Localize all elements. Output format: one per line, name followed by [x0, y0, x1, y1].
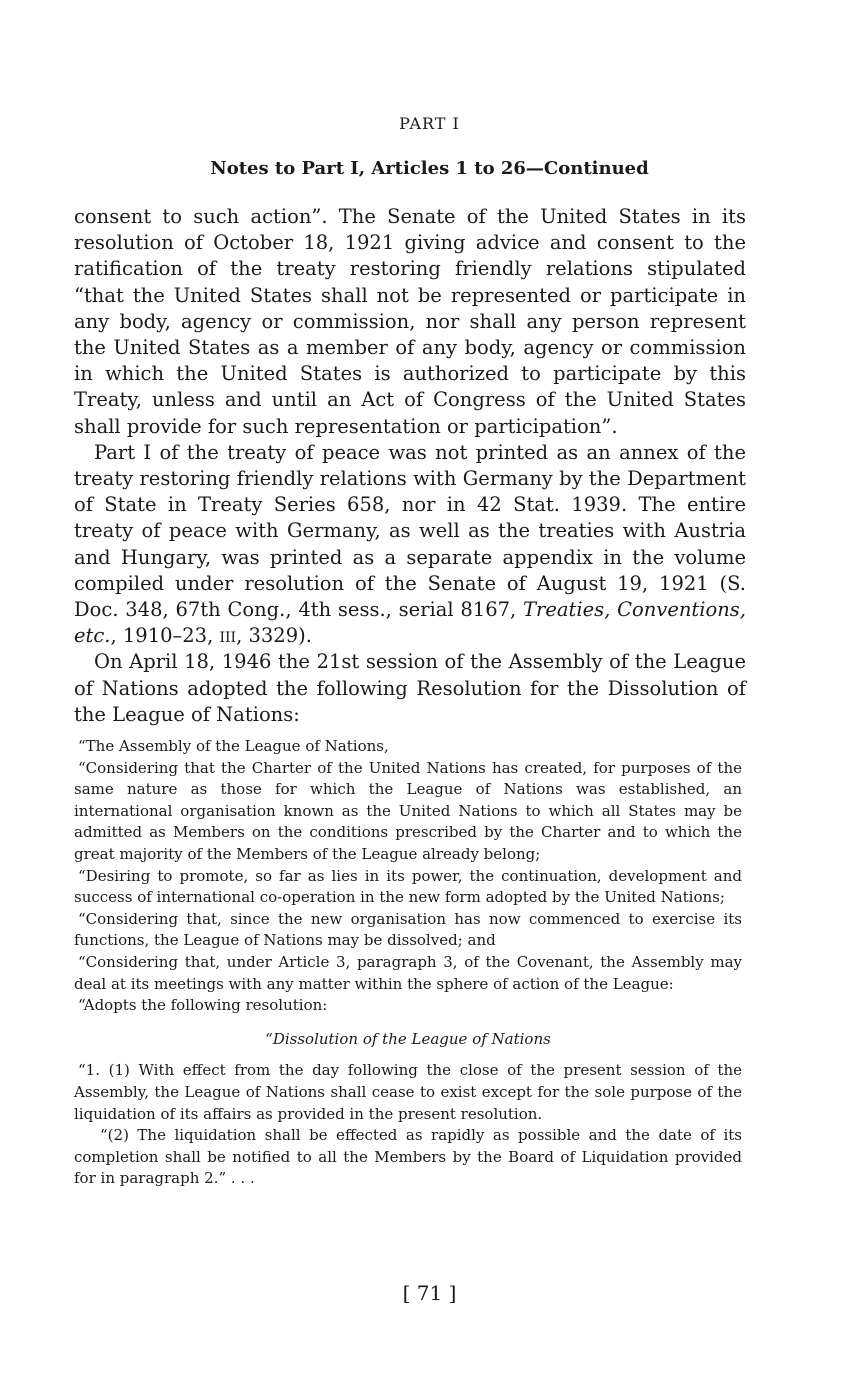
quote-paragraph: “Adopts the following resolution: — [78, 996, 328, 1015]
paragraph-dissolution-intro: On April 18, 1946 the 21st session of the Assembly of the League of Nations adopted the following Resolution for the Dissolution of the League of Nations: — [74, 650, 746, 726]
running-head: PART I — [399, 114, 460, 133]
paragraph-text: Part I of the treaty of peace was not printed as an annex of the treaty restoring friendly relations with Germany by the Department of State in Treaty Series 658, nor in 42 Stat. 1939. The entire treaty of peace with Germany, as well as the treaties with Austria and Hungary, was printed as a separate appendix in the volume compiled under resolution of the Senate of August 19, 1921 (S. Doc. 348, 67th Cong., 4th sess., serial 8167, — [74, 440, 746, 622]
volume-number: iii — [219, 624, 237, 648]
body-text — [74, 204, 746, 728]
resolution-subtitle: “Dissolution of the League of Nations — [265, 1029, 551, 1048]
quote-paragraph: “Desiring to promote, so far as lies in its power, the continuation, development and success of international co-operation in the new form adopted by the United Nations; — [74, 866, 742, 907]
paragraph-senate-resolution: consent to such action”. The Senate of the United States in its resolution of October 18, 1921 giving advice and consent to the ratification of the treaty restoring friendly relations stipulated “that the United States shall not be represented or participate in any body, agency or commission, nor shall any person represent the United States as a member of any body, agency or commission in which the United States is authorized to participate by this Treaty, unless and until an Act of Congress of the United States shall provide for such representation or participation”. — [74, 205, 746, 438]
resolution-quote — [74, 736, 742, 1190]
quote-paragraph: “1. (1) With effect from the day following the close of the present session of the Assembly, the League of Nations shall cease to exist except for the sole purpose of the liquidation of its affairs as provided in the present resolution. — [74, 1061, 742, 1123]
paragraph-treaty-printing — [74, 440, 746, 650]
quote-paragraph: “(2) The liquidation shall be effected as rapidly as possible and the date of its completion shall be notified to all the Members by the Board of Liquidation provided for in paragraph 2.” . . . — [74, 1126, 742, 1188]
quote-paragraph: “Considering that, since the new organisation has now commenced to exercise its functions, the League of Nations may be dissolved; and — [74, 909, 742, 950]
paragraph-text: , 1910–23, — [110, 624, 220, 648]
quote-paragraph: “Considering that, under Article 3, paragraph 3, of the Covenant, the Assembly may deal at its meetings with any matter within the sphere of action of the League: — [74, 952, 742, 993]
quote-paragraph: “The Assembly of the League of Nations, — [78, 737, 389, 755]
page-number: [ 71 ] — [402, 1281, 457, 1305]
section-heading: Notes to Part I, Articles 1 to 26—Continued — [210, 158, 649, 179]
quote-paragraph: “Considering that the Charter of the United Nations has created, for purposes of the same nature as those for which the League of Nations was established, an international organisation known as the United Nations to which all States may be admitted as Members on the conditions prescribed by the Charter and to which the great majority of the Members of the League already belong; — [74, 758, 742, 863]
paragraph-text: , 3329). — [236, 624, 312, 648]
italic-title: Treaties, Conventions, etc. — [74, 598, 747, 648]
